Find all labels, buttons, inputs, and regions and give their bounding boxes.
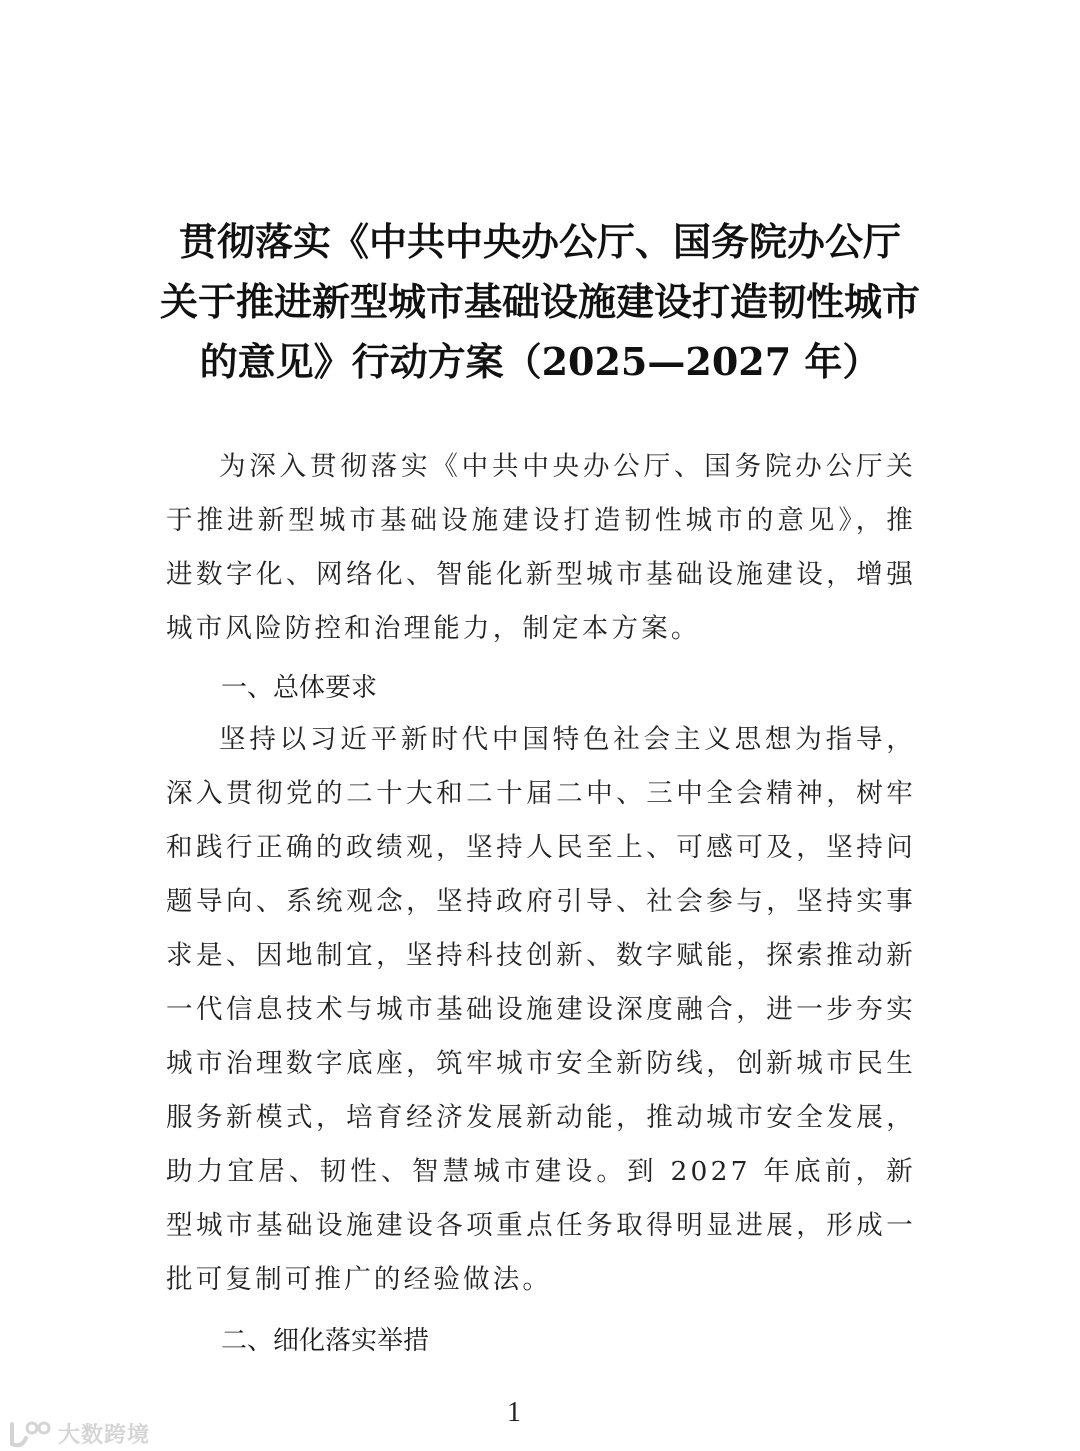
- document-title: [150, 212, 930, 392]
- section-heading-1: 一、总体要求: [221, 673, 378, 703]
- watermark-text: 大数跨境: [58, 1423, 151, 1448]
- title-line-1: 贯彻落实《中共中央办公厅、国务院办公厅: [178, 219, 901, 264]
- intro-block: [166, 440, 916, 656]
- section-1-block: [166, 713, 916, 1307]
- title-line-2: 关于推进新型城市基础设施建设打造韧性城市: [159, 279, 920, 324]
- intro-paragraph: 为深入贯彻落实《中共中央办公厅、国务院办公厅关于推进新型城市基础设施建设打造韧性城市的意见》，推进数字化、网络化、智能化新型城市基础设施建设，增强城市风险防控和治理能力，制定本方案。: [166, 451, 916, 644]
- section-heading-2: 二、细化落实举措: [221, 1326, 430, 1356]
- watermark: [8, 1418, 150, 1449]
- ioo-logo-icon: [8, 1420, 52, 1448]
- section-1-paragraph: 坚持以习近平新时代中国特色社会主义思想为指导，深入贯彻党的二十大和二十届二中、三中全会精神，树牢和践行正确的政绩观，坚持人民至上、可感可及，坚持问题导向、系统观念，坚持政府引导、社会参与，坚持实事求是、因地制宜，坚持科技创新、数字赋能，探索推动新一代信息技术与城市基础设施建设深度融合，进一步夯实城市治理数字底座，筑牢城市安全新防线，创新城市民生服务新模式，培育经济发展新动能，推动城市安全发展，助力宜居、韧性、智慧城市建设。到 2027 年底前，新型城市基础设施建设各项重点任务取得明显进展，形成一批可复制可推广的经验做法。: [166, 724, 916, 1295]
- page-number: 1: [507, 1397, 521, 1428]
- title-line-3: 的意见》行动方案（2025—2027 年）: [199, 339, 881, 384]
